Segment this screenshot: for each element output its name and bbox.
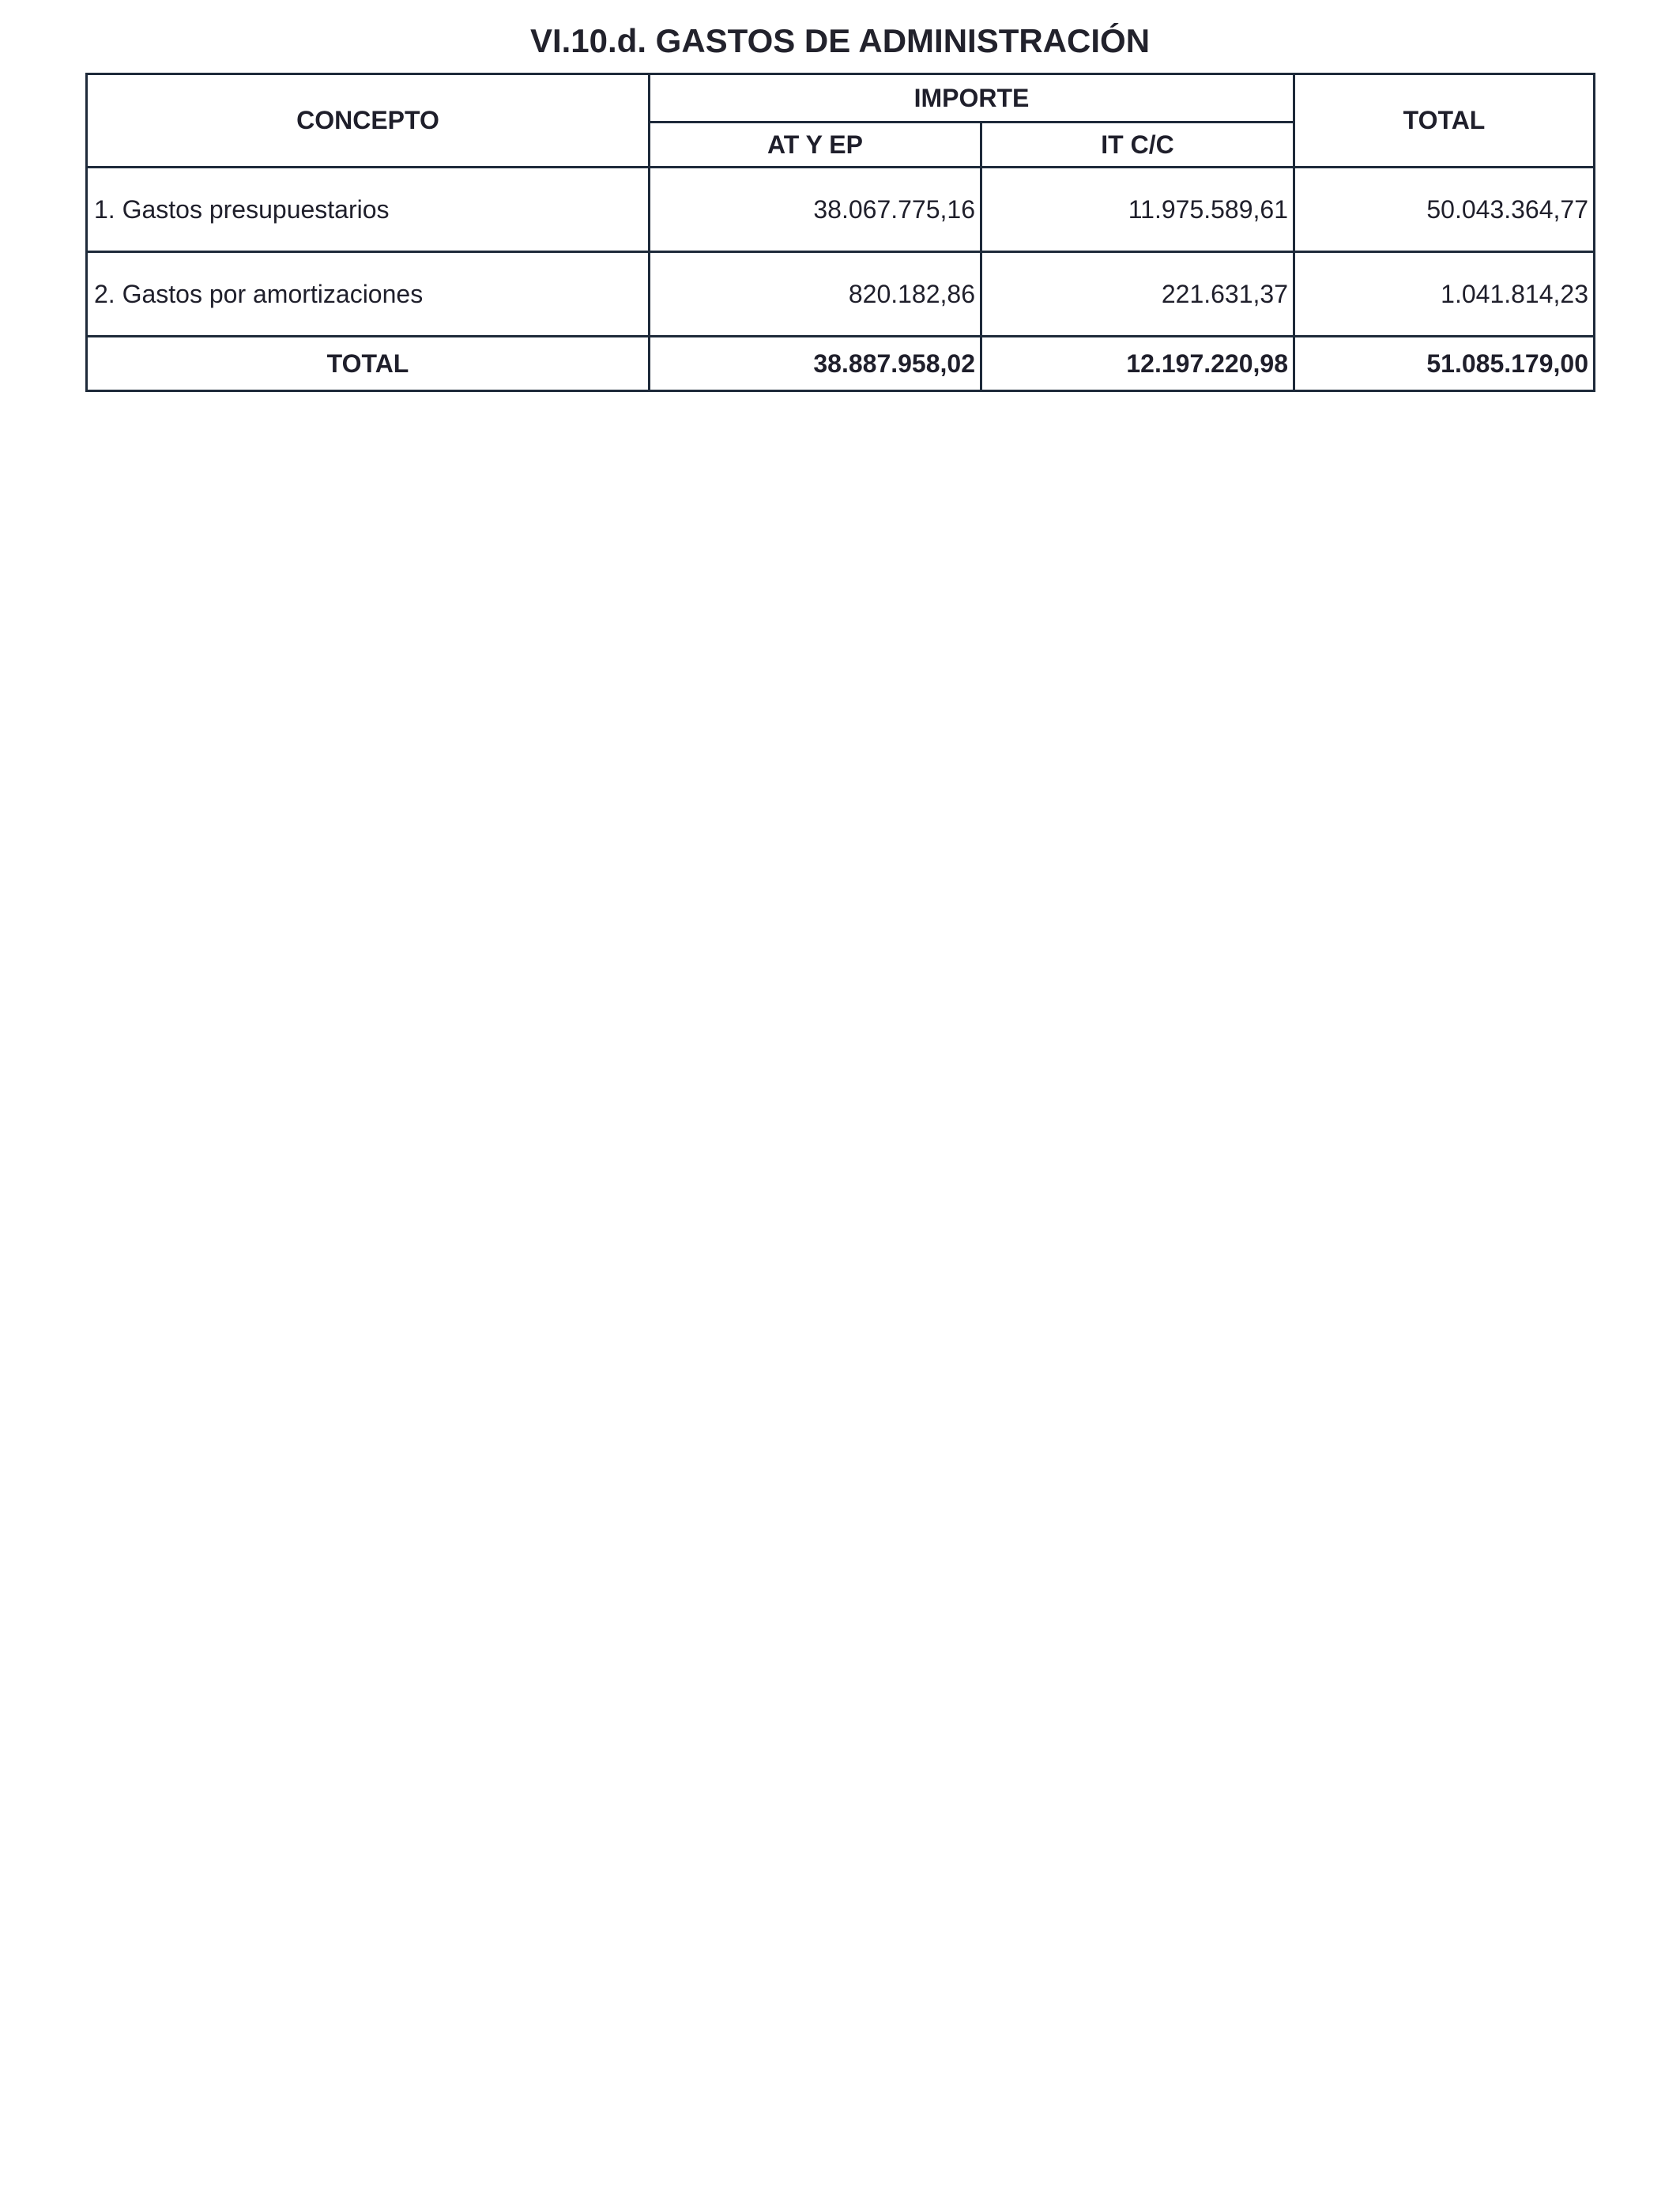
totals-total: 51.085.179,00 — [1294, 337, 1595, 391]
header-total: TOTAL — [1294, 74, 1595, 168]
totals-label: TOTAL — [87, 337, 650, 391]
row-it-cc: 11.975.589,61 — [981, 168, 1294, 252]
totals-it-cc: 12.197.220,98 — [981, 337, 1294, 391]
header-it-cc: IT C/C — [981, 123, 1294, 168]
row-at-y-ep: 820.182,86 — [650, 252, 981, 337]
row-concepto: 2. Gastos por amortizaciones — [87, 252, 650, 337]
table-row — [87, 252, 1595, 337]
row-total: 1.041.814,23 — [1294, 252, 1595, 337]
page-title: VI.10.d. GASTOS DE ADMINISTRACIÓN — [529, 22, 1151, 59]
table-row — [87, 168, 1595, 252]
header-at-y-ep: AT Y EP — [650, 123, 981, 168]
expenses-table — [85, 73, 1595, 392]
row-total: 50.043.364,77 — [1294, 168, 1595, 252]
header-row-top — [87, 74, 1595, 123]
row-concepto: 1. Gastos presupuestarios — [87, 168, 650, 252]
header-concepto: CONCEPTO — [87, 74, 650, 168]
totals-row — [87, 337, 1595, 391]
row-it-cc: 221.631,37 — [981, 252, 1294, 337]
header-importe: IMPORTE — [650, 74, 1294, 123]
totals-at-y-ep: 38.887.958,02 — [650, 337, 981, 391]
row-at-y-ep: 38.067.775,16 — [650, 168, 981, 252]
